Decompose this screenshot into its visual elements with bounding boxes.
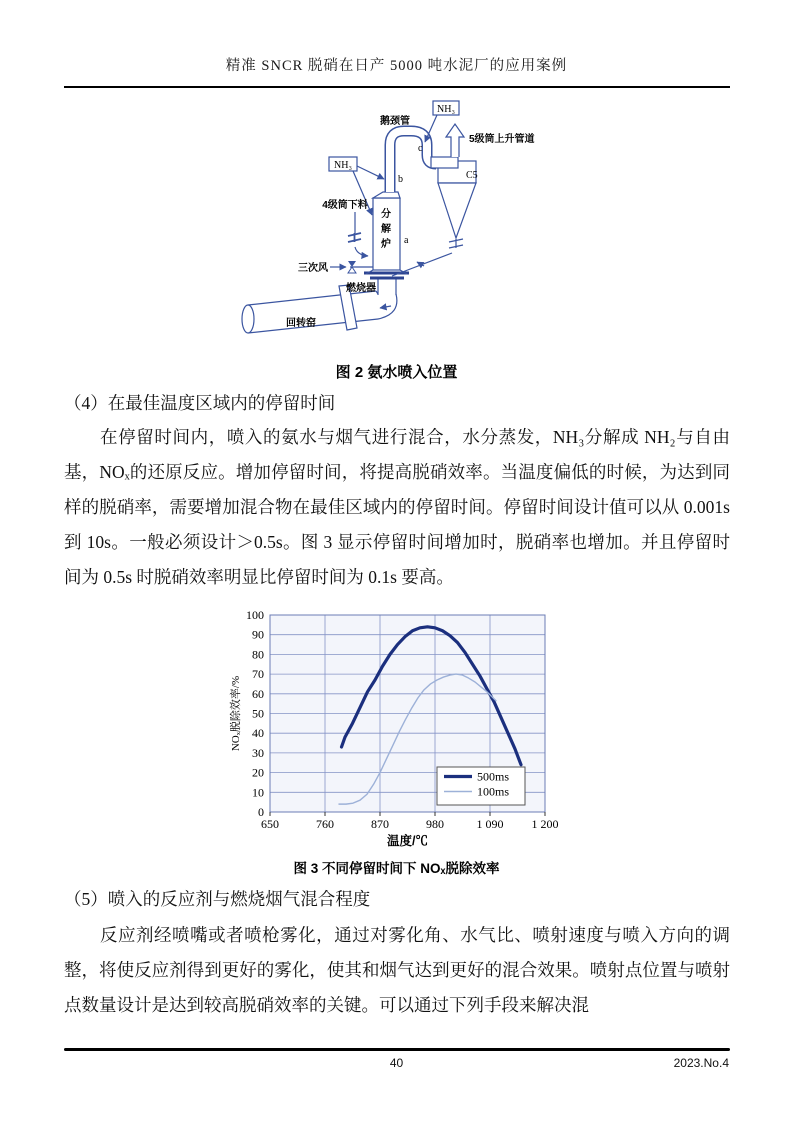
footer-issue: 2023.No.4 <box>673 1056 729 1070</box>
calciner-label-char1: 分 <box>381 209 391 220</box>
y-tick-label: 70 <box>252 667 264 682</box>
calciner-label-char2: 解 <box>381 224 391 235</box>
nh3-arrow-to-b <box>357 166 384 179</box>
x-tick-label: 1 090 <box>476 817 504 831</box>
riser5-label: 5级筒上升管道 <box>469 134 535 145</box>
legend <box>437 767 525 805</box>
y-tick-label: 30 <box>252 745 264 760</box>
feed4-label: 4级筒下料 <box>322 200 368 211</box>
point-b-label: b <box>398 174 403 185</box>
c5-cyclone <box>392 157 476 276</box>
air-valve-bottom <box>348 267 356 273</box>
nh3-left-label: NH₃ <box>334 160 352 171</box>
y-tick-label: 50 <box>252 706 264 721</box>
calciner-label-char3: 炉 <box>381 239 391 250</box>
burner-label: 燃烧器 <box>346 283 376 294</box>
section5-heading: （5）喷入的反应剂与燃烧烟气混合程度 <box>64 889 371 909</box>
rotary-kiln-label: 回转窑 <box>286 318 316 329</box>
section4-heading: （4）在最佳温度区域内的停留时间 <box>64 393 336 413</box>
tertiary-air-label: 三次风 <box>298 263 328 274</box>
y-tick-label: 60 <box>252 686 264 701</box>
riser-up-arrow <box>446 124 464 157</box>
x-tick-label: 1 200 <box>531 817 559 831</box>
y-tick-label: 80 <box>252 647 264 662</box>
y-tick-label: 40 <box>252 726 264 741</box>
tertiary-air-line <box>330 261 373 273</box>
y-tick-label: 20 <box>252 765 264 780</box>
y-tick-label: 90 <box>252 627 264 642</box>
fig3-nox-efficiency-chart <box>225 605 575 855</box>
point-c-label: c <box>418 143 423 154</box>
gooseneck-label: 鹅颈管 <box>380 116 410 127</box>
y-tick-label: 0 <box>258 805 264 819</box>
feed4-line-valve <box>348 212 368 256</box>
c5-label: C5 <box>466 170 478 181</box>
section4-paragraph: 在停留时间内，喷入的氨水与烟气进行混合，水分蒸发，NH₃分解成 NH₂与自由基，NOₓ的还原反应。增加停留时间，将提高脱硝效率。当温度偏低的时候，为达到同样的脱硝率，需要增加混合物在最佳区域内的停留时间。停留时间设计值可以从 0.001s 到 10s。一般必须设计＞0.5s。图 3 显示停留时间增加时，脱硝率也增加。并且停留时间为 0.5s 时脱硝效率明显比停留时间为 0.1s 要高。 <box>64 427 730 587</box>
section5-paragraph: 反应剂经喷嘴或者喷枪雾化，通过对雾化角、水气比、喷射速度与喷入方向的调整，将使反应剂得到更好的雾化，使其和烟气达到更好的混合效果。喷射点位置与喷射点数量设计是达到较高脱硝效率的关键。可以通过下列手段来解决混 <box>64 925 730 1015</box>
burner-flange <box>364 273 409 278</box>
legend-label: 100ms <box>477 784 510 799</box>
fig2-ammonia-injection-diagram <box>228 95 568 357</box>
x-tick-label: 870 <box>371 817 389 831</box>
footer-page-number: 40 <box>389 1056 404 1070</box>
point-a-label: a <box>404 235 409 246</box>
y-tick-label: 100 <box>246 608 264 622</box>
fig2-caption: 图 2 氨水喷入位置 <box>335 364 458 381</box>
x-tick-label: 650 <box>261 817 279 831</box>
y-axis-label: NOₓ脱除效率/% <box>230 675 242 752</box>
gooseneck-pipe <box>390 131 436 192</box>
page-header-title: 精准 SNCR 脱硝在日产 5000 吨水泥厂的应用案例 <box>225 58 568 74</box>
footer-rule <box>64 1048 730 1051</box>
nh3-top-label: NH₃ <box>437 104 455 115</box>
x-tick-label: 980 <box>426 817 444 831</box>
legend-label: 500ms <box>477 769 510 784</box>
y-tick-label: 10 <box>252 785 264 800</box>
kiln-riser-duct <box>376 279 397 319</box>
fig3-caption: 图 3 不同停留时间下 NOₓ脱除效率 <box>293 861 500 876</box>
x-tick-label: 760 <box>316 817 334 831</box>
x-axis-label: 温度/℃ <box>387 834 428 848</box>
header-rule <box>64 86 730 88</box>
cone-valve <box>449 239 463 248</box>
gas-flow-arrow <box>380 306 391 308</box>
